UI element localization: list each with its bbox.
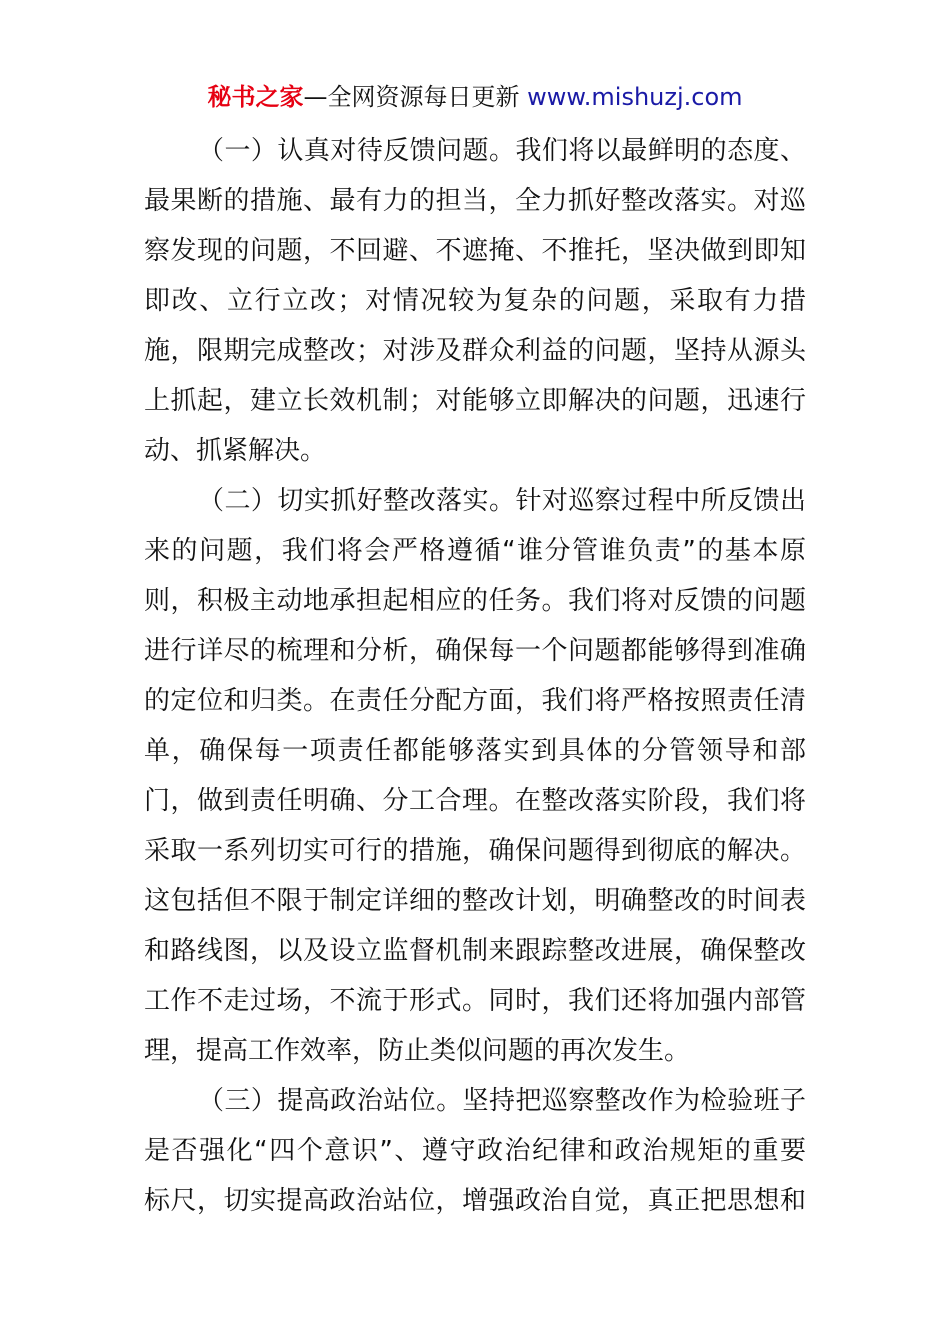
text-line: （二）切实抓好整改落实。针对巡察过程中所反馈出 [198, 486, 806, 516]
paragraph-2 [144, 476, 806, 1076]
text-line: 动、抓紧解决。 [144, 436, 327, 466]
text-line: 工作不走过场，不流于形式。同时，我们还将加强内部管 [144, 986, 806, 1016]
page-header [0, 80, 950, 114]
text-line: 则，积极主动地承担起相应的任务。我们将对反馈的问题 [144, 586, 806, 616]
text-line: 标尺，切实提高政治站位，增强政治自觉，真正把思想和 [144, 1186, 806, 1216]
text-line: 即改、立行立改；对情况较为复杂的问题，采取有力措 [144, 286, 806, 316]
site-brand: 秘书之家 [207, 83, 304, 111]
text-line: 察发现的问题，不回避、不遮掩、不推托，坚决做到即知 [144, 236, 806, 266]
text-line: （三）提高政治站位。坚持把巡察整改作为检验班子 [198, 1086, 806, 1116]
text-line: 最果断的措施、最有力的担当，全力抓好整改落实。对巡 [144, 186, 806, 216]
site-url[interactable]: www.mishuzj.com [527, 83, 743, 111]
text-line: 这包括但不限于制定详细的整改计划，明确整改的时间表 [144, 886, 806, 916]
text-line: 单，确保每一项责任都能够落实到具体的分管领导和部 [144, 736, 806, 766]
text-line: 来的问题，我们将会严格遵循“谁分管谁负责”的基本原 [144, 536, 806, 566]
text-line: 是否强化“四个意识”、遵守政治纪律和政治规矩的重要 [144, 1136, 806, 1166]
text-line: 理，提高工作效率，防止类似问题的再次发生。 [144, 1036, 691, 1066]
text-line: 进行详尽的梳理和分析，确保每一个问题都能够得到准确 [144, 636, 806, 666]
text-line: （一）认真对待反馈问题。我们将以最鲜明的态度、 [198, 136, 806, 166]
text-line: 门，做到责任明确、分工合理。在整改落实阶段，我们将 [144, 786, 806, 816]
paragraph-1 [144, 126, 806, 476]
text-line: 的定位和归类。在责任分配方面，我们将严格按照责任清 [144, 686, 806, 716]
text-line: 上抓起，建立长效机制；对能够立即解决的问题，迅速行 [144, 386, 806, 416]
paragraph-3 [144, 1076, 806, 1226]
text-line: 和路线图，以及设立监督机制来跟踪整改进展，确保整改 [144, 936, 806, 966]
header-tagline: —全网资源每日更新 [303, 83, 528, 111]
document-body [144, 126, 806, 1226]
text-line: 施，限期完成整改；对涉及群众利益的问题，坚持从源头 [144, 336, 806, 366]
text-line: 采取一系列切实可行的措施，确保问题得到彻底的解决。 [144, 836, 806, 866]
